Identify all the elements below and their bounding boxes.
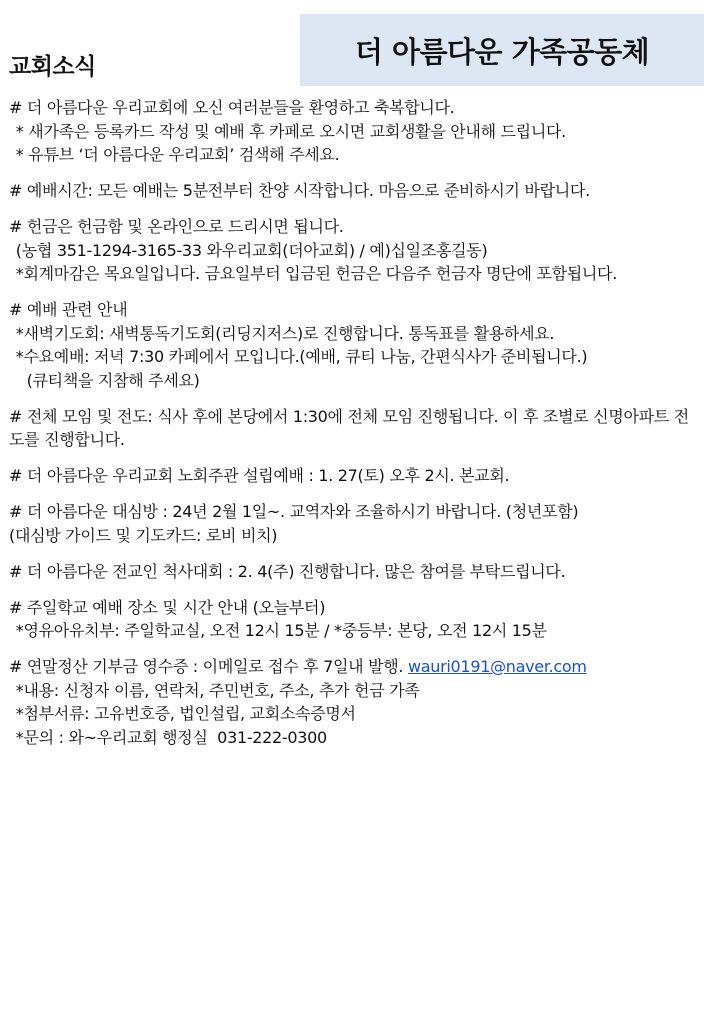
notice-text: # 연말정산 기부금 영수증 : 이메일로 접수 후 7일내 발행. [9,657,408,676]
notice-line [9,726,701,750]
notice-text: # 더 아름다운 대심방 : 24년 2월 1일~. 교역자와 조율하시기 바랍니다. (청년포함) [9,502,579,521]
notice-text: *첨부서류: 고유번호증, 법인설립, 교회소속증명서 [11,704,356,723]
notice-text: (농협 351-1294-3165-33 와우리교회(더아교회) / 예)십일조홍길동) [11,240,488,260]
notice-line [9,262,701,286]
notice-line [9,702,701,726]
notice-text: # 주일학교 예배 장소 및 시간 안내 (오늘부터) [9,597,326,617]
notice-text: *회계마감은 목요일입니다. 금요일부터 입금된 헌금은 다음주 헌금자 명단에 포함됩니다. [11,264,617,283]
notice-line [9,619,701,643]
notice-text: *영유아유치부: 주일학교실, 오전 12시 15분 / *중등부: 본당, 오전 12시 15분 [11,621,547,640]
section-label: 교회소식 [9,54,96,80]
notice-text: * 새가족은 등록카드 작성 및 예배 후 카페로 오시면 교회생활을 안내해 드립니다. [11,121,566,141]
notice-line [9,464,701,488]
notice-text: # 예배시간: 모든 예배는 5분전부터 찬양 시작합니다. 마음으로 준비하시기 바랍니다. [9,181,590,200]
notice-line [9,560,701,584]
notice-line [9,369,701,393]
notice-text: *수요예배: 저녁 7:30 카페에서 모입니다.(예배, 큐티 나눔, 간편식사가 준비됩니다.) [11,347,588,366]
notice-line [9,120,701,144]
notice-text: *문의 : 와~우리교회 행정실 031-222-0300 [11,727,327,747]
notice-line [9,215,701,239]
notice-text: # 더 아름다운 우리교회 노회주관 설립예배 : 1. 27(토) 오후 2시. 본교회. [9,466,510,485]
notice-line [9,524,701,548]
notice-text: # 헌금은 헌금함 및 온라인으로 드리시면 됩니다. [9,217,344,236]
notice-item [9,96,701,167]
notice-item [9,298,701,392]
notice-line [9,322,701,346]
notice-text: *새벽기도회: 새벽통독기도회(리딩지저스)로 진행합니다. 통독표를 활용하세요. [11,323,555,343]
notice-list [9,96,701,762]
notice-item [9,464,701,488]
notice-text: # 전체 모임 및 전도: 식사 후에 본당에서 1:30에 전체 모임 진행됩니다. 이 후 조별로 신명아파트 전도를 진행합니다. [9,406,689,449]
notice-line [9,596,701,620]
notice-line [9,96,701,120]
notice-line [9,500,701,524]
notice-text: # 더 아름다운 우리교회에 오신 여러분들을 환영하고 축복합니다. [9,98,455,117]
notice-text: *내용: 신청자 이름, 연락처, 주민번호, 주소, 추가 헌금 가족 [11,680,420,700]
notice-text: (대심방 가이드 및 기도카드: 로비 비치) [9,525,278,545]
notice-line [9,143,701,167]
notice-text: # 더 아름다운 전교인 척사대회 : 2. 4(주) 진행합니다. 많은 참여를 부탁드립니다. [9,561,566,581]
notice-line [9,345,701,369]
notice-line [9,239,701,263]
email-link[interactable]: wauri0191@naver.com [408,657,587,676]
notice-item [9,405,701,452]
notice-item [9,596,701,643]
notice-item [9,655,701,749]
notice-text: * 유튜브 ‘더 아름다운 우리교회’ 검색해 주세요. [11,145,340,164]
notice-item [9,215,701,286]
notice-line [9,179,701,203]
notice-text: (큐티책을 지참해 주세요) [17,370,200,390]
notice-item [9,179,701,203]
page-header [0,0,710,92]
notice-item [9,500,701,547]
notice-line [9,655,701,679]
notice-item [9,560,701,584]
notice-text: # 예배 관련 안내 [9,300,128,319]
page-title: 더 아름다운 가족공동체 [300,14,704,86]
notice-line [9,405,701,452]
notice-line [9,298,701,322]
notice-line [9,679,701,703]
